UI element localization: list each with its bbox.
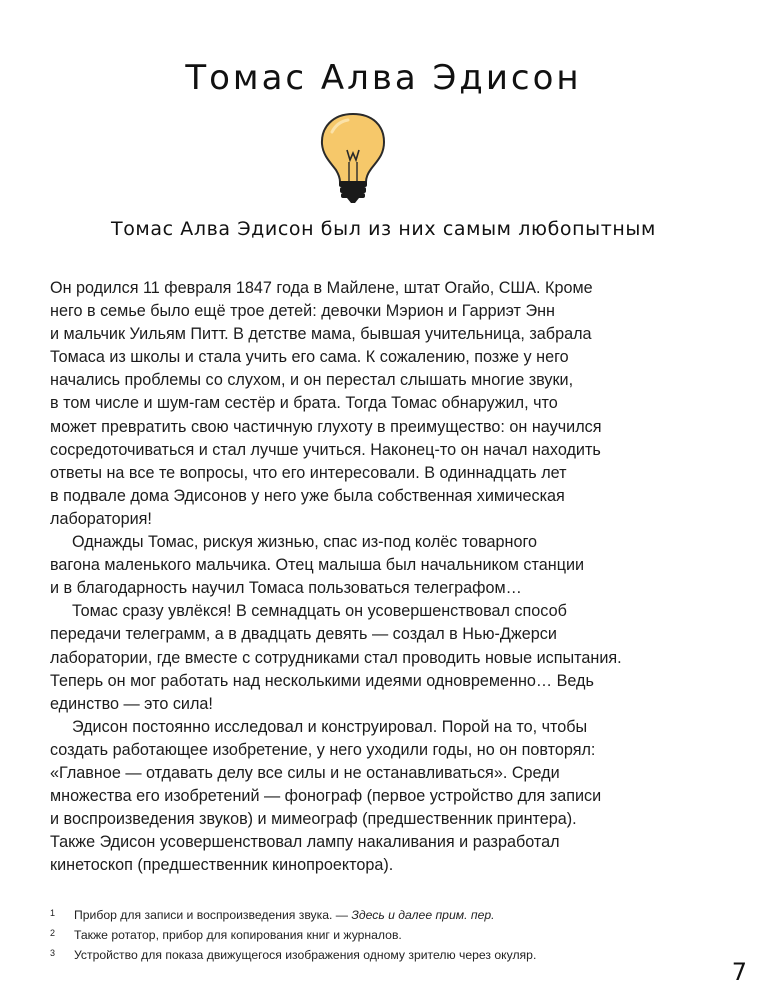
text-line: Томаса из школы и стала учить его сама. К сожалению, позже у него	[50, 348, 569, 367]
text-line: и в благодарность научил Томаса пользоваться телеграфом…	[50, 579, 522, 598]
text-line: «Главное — отдавать делу все силы и не останавливаться». Среди	[50, 763, 560, 782]
text-line: Также Эдисон усовершенствовал лампу накаливания и разработал	[50, 833, 560, 852]
text-line: и мальчик Уильям Питт. В детстве мама, бывшая учительница, забрала	[50, 325, 592, 344]
text-line: в подвале дома Эдисонов у него уже была собственная химическая	[50, 486, 565, 505]
text-line: передачи телеграмм, а в двадцать девять — создал в Нью-Джерси	[50, 625, 557, 644]
light-bulb-icon	[318, 110, 388, 205]
section-subtitle: Томас Алва Эдисон был из них самым любопытным	[111, 218, 656, 240]
text-line: может превратить свою частичную глухоту в преимущество: он научился	[50, 417, 602, 436]
footnotes	[50, 903, 670, 963]
text-line: создать работающее изобретение, у него уходили годы, но он повторял:	[50, 740, 596, 759]
text-line: Однажды Томас, рискуя жизнью, спас из-под колёс товарного	[72, 533, 538, 552]
footnote-1	[50, 903, 670, 923]
text-line: Он родился 11 февраля 1847 года в Майлене, штат Огайо, США. Кроме	[50, 279, 593, 297]
text-line: кинетоскоп (предшественник кинопроектора).	[50, 856, 394, 875]
text-line: лаборатория!	[50, 509, 152, 528]
text-line: в том числе и шум-гам сестёр и брата. Тогда Томас обнаружил, что	[50, 394, 558, 413]
text-line: вагона маленького мальчика. Отец малыша был начальником станции	[50, 556, 585, 575]
text-line: и воспроизведения звуков) и мимеограф (предшественник принтера).	[50, 810, 577, 829]
footnote-text: Устройство для показа движущегося изображения одному зрителю через окуляр.	[74, 948, 537, 962]
footnote-note: Здесь и далее прим. пер.	[351, 908, 495, 922]
text-line: множества его изобретений — фонограф (первое устройство для записи	[50, 787, 602, 806]
text-line: Эдисон постоянно исследовал и конструировал. Порой на то, чтобы	[72, 717, 588, 736]
text-line: начались проблемы со слухом, и он перестал слышать многие звуки,	[50, 371, 574, 390]
text-line: единство — это сила!	[50, 694, 213, 713]
page-title: Томас Алва Эдисон	[185, 58, 582, 98]
footnote-2	[50, 923, 670, 943]
text-line: него в семье было ещё трое детей: девочки Мэрион и Гарриэт Энн	[50, 302, 555, 321]
text-line: ответы на все те вопросы, что его интересовали. В одиннадцать лет	[50, 463, 567, 482]
footnote-3	[50, 943, 670, 963]
page-number: 7	[731, 958, 747, 986]
article-body	[50, 277, 690, 877]
footnote-text: Прибор для записи и воспроизведения звука. —	[74, 908, 352, 922]
footnote-text: Также ротатор, прибор для копирования книг и журналов.	[74, 928, 402, 942]
text-line: лаборатории, где вместе с сотрудниками стал проводить новые испытания.	[50, 648, 622, 667]
footnote-number: 1	[50, 908, 56, 918]
text-line: сосредоточиваться и стал лучше учиться. Наконец-то он начал находить	[50, 440, 601, 459]
text-line: Теперь он мог работать над несколькими идеями одновременно… Ведь	[50, 671, 594, 690]
footnote-number: 2	[50, 928, 56, 938]
footnote-number: 3	[50, 948, 56, 958]
text-line: Томас сразу увлёкся! В семнадцать он усовершенствовал способ	[72, 602, 567, 621]
